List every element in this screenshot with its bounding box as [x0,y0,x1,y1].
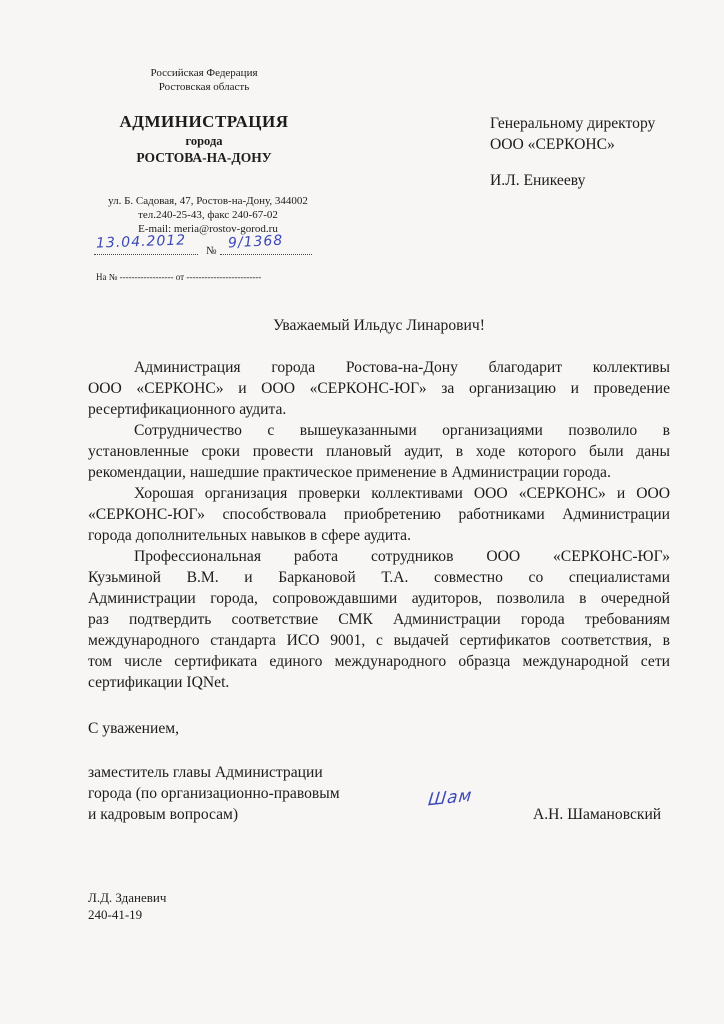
letterhead-phones: тел.240-25-43, факс 240-67-02 [138,209,278,221]
signer-position-line-1: заместитель главы Администрации [88,764,323,781]
para-4-line-5: международного стандарта ИСО 9001, с выдачей сертификатов соответствия, в [88,632,670,649]
para-4-line-1: Профессиональная работа сотрудников ООО «СЕРКОНС-ЮГ» [134,548,670,565]
handwritten-signature: Шам [427,785,474,811]
handwritten-number: 9/1368 [227,232,284,252]
letterhead-region: Ростовская область [158,81,250,93]
closing: С уважением, [88,720,180,737]
para-1-line-2: ООО «СЕРКОНС» и ООО «СЕРКОНС-ЮГ» за организацию и проведение [88,380,670,397]
para-4-line-7: сертификации IQNet. [88,674,230,691]
recipient-name: И.Л. Еникееву [490,172,586,189]
number-label: № [206,245,217,257]
letterhead-email: E-mail: meria@rostov-gorod.ru [138,223,278,235]
para-3-line-2: «СЕРКОНС-ЮГ» способствовала приобретению работниками Администрации [88,506,670,523]
letterhead-address: ул. Б. Садовая, 47, Ростов-на-Дону, 344002 [108,195,308,207]
para-2-line-1: Сотрудничество с вышеуказанными организациями позволило в [134,422,670,439]
para-2-line-3: рекомендации, нашедшие практическое применение в Администрации города. [88,464,611,481]
para-4-line-4: раз подтвердить соответствие СМК Администрации города требованиям [88,611,670,628]
para-3-line-1: Хорошая организация проверки коллективами ООО «СЕРКОНС» и ООО [134,485,670,502]
para-4-line-3: Администрации города, сопровождавшими аудиторов, позволила в очередной [88,590,670,607]
para-2-line-2: установленные сроки провести плановый аудит, в ходе которого были даны [88,443,670,460]
para-1-line-3: ресертификационного аудита. [88,401,287,418]
executor-phone: 240-41-19 [88,907,143,922]
para-1-line-1: Администрация города Ростова-на-Дону благодарит коллективы [134,359,670,376]
signer-position-line-3: и кадровым вопросам) [88,806,239,823]
number-underline [220,254,312,255]
letterhead-country: Российская Федерация [150,67,258,79]
para-3-line-3: города дополнительных навыков в сфере аудита. [88,527,411,544]
executor-name: Л.Д. Зданевич [88,890,167,905]
salutation: Уважаемый Ильдус Линарович! [273,317,485,334]
reference-line: На № ------------------ от ------------------------- [96,272,262,282]
letterhead-org-title: АДМИНИСТРАЦИЯ [119,112,289,131]
recipient-line-2: ООО «СЕРКОНС» [490,136,615,153]
handwritten-date: 13.04.2012 [95,232,187,252]
letterhead-org-sub: города [185,134,223,148]
recipient-line-1: Генеральному директору [490,115,656,132]
para-4-line-2: Кузьминой В.М. и Баркановой Т.А. совместно со специалистами [88,569,670,586]
letterhead-city: РОСТОВА-НА-ДОНУ [136,150,272,165]
letter-body [88,357,670,693]
signer-name: А.Н. Шамановский [533,806,662,823]
date-underline [94,254,198,255]
signer-position [88,762,340,825]
signer-position-line-2: города (по организационно-правовым [88,785,340,802]
para-4-line-6: том числе сертификата единого международного образца международной сети [88,653,670,670]
